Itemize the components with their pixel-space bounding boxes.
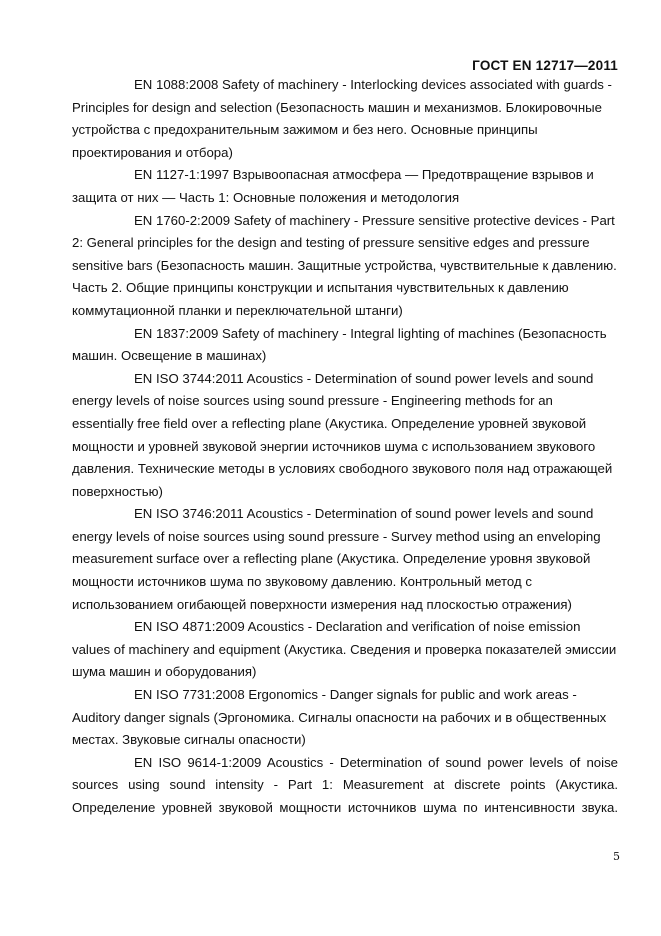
page-number: 5 bbox=[613, 850, 620, 863]
reference-en-iso-3744: EN ISO 3744:2011 Acoustics - Determination of sound power levels and sound energy levels of noise sources using sound pressure - Engineering methods for an essentially free field over a reflecting plane (Акустика. Определение уровней звуковой мощности и уровней звуковой энергии источников шума с использованием звукового давления. Технические методы в условиях свободного звукового поля над отражающей поверхностью) bbox=[72, 370, 613, 499]
document-header: ГОСТ EN 12717—2011 bbox=[472, 58, 618, 73]
reference-en-iso-3746: EN ISO 3746:2011 Acoustics - Determination of sound power levels and sound energy levels of noise sources using sound pressure - Survey method using an enveloping measurement surface over a reflecting plane (Акустика. Определение уровня звуковой мощности источников шума по звуковому давлению. Контрольный метод с использованием огибающей поверхности измерения над плоскостью отражения) bbox=[72, 506, 601, 612]
reference-en-1760-2: EN 1760-2:2009 Safety of machinery - Pressure sensitive protective devices - Part 2: General principles for the design and testing of pressure sensitive edges and pressure sensitive bars (Безопасность машин. Защитные устройства, чувствительные к давлению. Часть 2. Общие принципы конструкции и испытания чувствительных к давлению коммутационной планки и переключательной штанги) bbox=[72, 212, 617, 318]
reference-en-iso-7731: EN ISO 7731:2008 Ergonomics - Danger signals for public and work areas - Auditory danger signals (Эргономика. Сигналы опасности на рабочих и в общественных местах. Звуковые сигналы опасности) bbox=[72, 687, 607, 748]
reference-en-1837: EN 1837:2009 Safety of machinery - Integral lighting of machines (Безопасность машин. Освещение в машинах) bbox=[72, 325, 607, 364]
reference-en-iso-4871: EN ISO 4871:2009 Acoustics - Declaration and verification of noise emission values of machinery and equipment (Акустика. Сведения и проверка показателей эмиссии шума машин и оборудования) bbox=[72, 619, 617, 680]
reference-en-1127-1: EN 1127-1:1997 Взрывоопасная атмосфера — Предотвращение взрывов и защита от них — Часть 1: Основные положения и методология bbox=[72, 167, 594, 205]
reference-en-iso-9614-1: EN ISO 9614-1:2009 Acoustics - Determination of sound power levels of noise sources using sound intensity - Part 1: Measurement at discrete points (Акустика. Определение уровней звуковой мощности источников шума по интенсивности звука. bbox=[72, 754, 618, 815]
references-list bbox=[72, 74, 618, 820]
reference-en-1088: EN 1088:2008 Safety of machinery - Interlocking devices associated with guards - Principles for design and selection (Безопасность машин и механизмов. Блокировочные устройства с предохранительным зажимом и без него. Основные принципы проектирования и отбора) bbox=[72, 77, 612, 160]
